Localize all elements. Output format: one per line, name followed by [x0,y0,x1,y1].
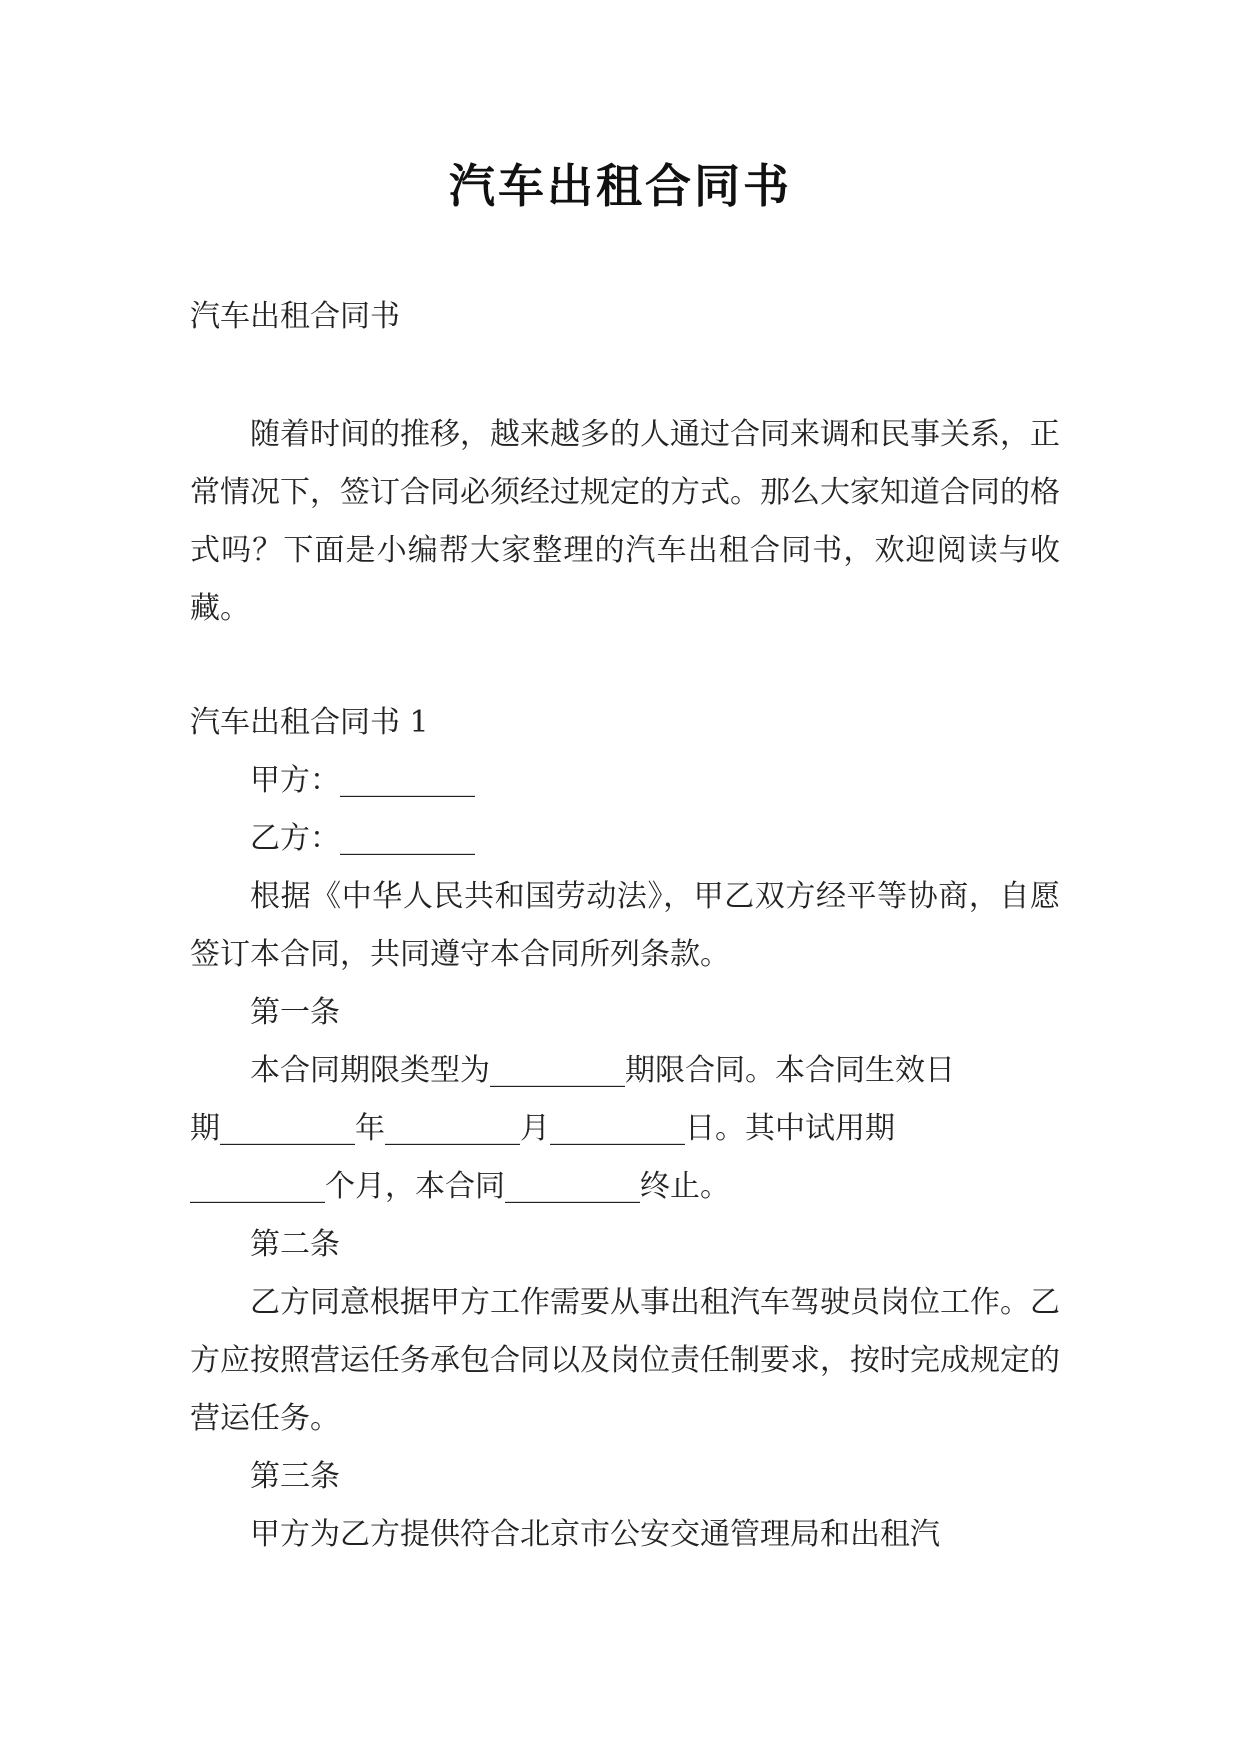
document-title: 汽车出租合同书 [449,159,792,213]
article-2-paragraph: 乙方同意根据甲方工作需要从事出租汽车驾驶员岗位工作。乙方应按照营运任务承包合同以及岗位责任制要求，按时完成规定的营运任务。 [190,1285,1060,1436]
section-heading: 汽车出租合同书 1 [190,705,429,740]
preamble-paragraph: 根据《中华人民共和国劳动法》，甲乙双方经平等协商，自愿签订本合同，共同遵守本合同所列条款。 [190,879,1060,972]
article-2-heading: 第二条 [250,1227,340,1262]
article-1-line-3: _________个月，本合同_________终止。 [190,1169,730,1204]
article-1-heading: 第一条 [250,995,340,1030]
document-body [190,288,1060,1564]
document-subtitle: 汽车出租合同书 [190,299,400,334]
article-1-line-2: 期_________年_________月_________日。其中试用期 [190,1111,895,1146]
article-1-line-1: 本合同期限类型为_________期限合同。本合同生效日 [250,1053,955,1088]
party-b-line: 乙方：_________ [250,821,475,856]
article-3-heading: 第三条 [250,1459,340,1494]
article-3-paragraph: 甲方为乙方提供符合北京市公安交通管理局和出租汽 [250,1517,940,1552]
party-a-line: 甲方：_________ [250,763,475,798]
intro-paragraph: 随着时间的推移，越来越多的人通过合同来调和民事关系，正常情况下，签订合同必须经过规定的方式。那么大家知道合同的格式吗？下面是小编帮大家整理的汽车出租合同书，欢迎阅读与收藏。 [190,417,1060,626]
